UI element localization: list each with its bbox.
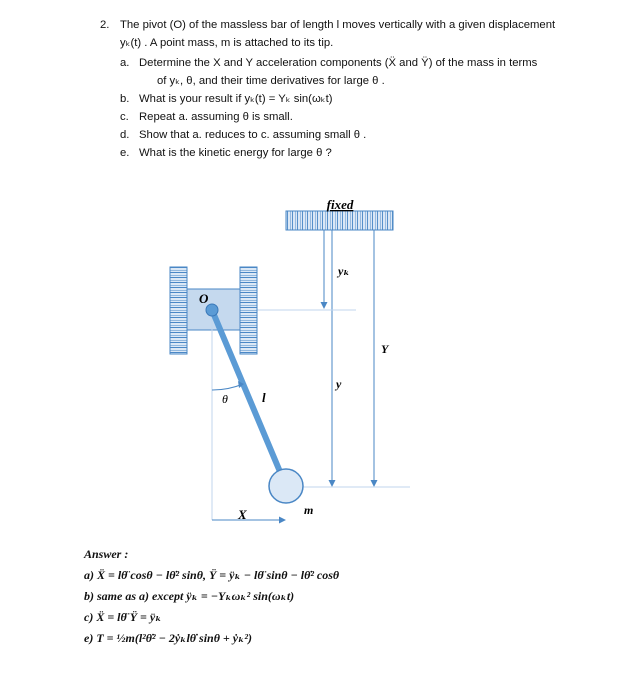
Y-label: Y: [381, 342, 389, 356]
answer-line-e: e) T = ½m(l²θ̇² − 2ẏₖlθ̇ sinθ + ẏₖ²): [84, 631, 252, 645]
answer-line-a: a) Ẍ = lθ̈ cosθ − lθ̇² sinθ, Ÿ = ÿₖ − lθ̈ sinθ − lθ̇² cosθ: [84, 568, 340, 582]
part-a-line-1: Determine the X and Y acceleration components (Ẍ and Ÿ) of the mass in terms: [139, 57, 538, 69]
yb-arrowhead: [321, 302, 328, 309]
Y-arrowhead: [371, 480, 378, 487]
X-label: X: [238, 507, 247, 522]
answer-line-b: b) same as a) except ÿₖ = −Yₖωₖ² sin(ωₖt): [84, 589, 295, 603]
point-mass: [269, 469, 303, 503]
right-guide-rail: [240, 267, 257, 354]
stem-line-1: The pivot (O) of the massless bar of length l moves vertically with a given displacement: [120, 19, 556, 31]
y-arrowhead: [329, 480, 336, 487]
stem-line-2: yₖ(t) . A point mass, m is attached to its tip.: [120, 37, 334, 49]
answer-block: [84, 544, 584, 649]
y-label: y: [336, 377, 342, 391]
part-e-label: e.: [120, 147, 130, 159]
X-arrowhead: [279, 517, 286, 524]
part-d-line-1: Show that a. reduces to c. assuming small θ .: [139, 129, 367, 141]
part-d-label: d.: [120, 129, 130, 141]
fixed-label: fixed: [326, 197, 354, 212]
part-c-label: c.: [120, 111, 129, 123]
part-b-label: b.: [120, 93, 130, 105]
O-label: O: [199, 291, 209, 306]
l-label: l: [262, 390, 266, 405]
part-b-line-1: What is your result if yₖ(t) = Yₖ sin(ωₖt): [139, 93, 333, 105]
part-c-line-1: Repeat a. assuming θ is small.: [139, 111, 293, 123]
part-a-line-2: of yₖ, θ, and their time derivatives for large θ .: [157, 75, 385, 87]
pivot-point: [206, 304, 218, 316]
left-guide-rail: [170, 267, 187, 354]
yb-label: yₖ: [338, 264, 350, 278]
fixed-support: [286, 211, 393, 230]
answer-title: Answer :: [84, 547, 129, 561]
problem-number: 2.: [100, 19, 110, 31]
m-label: m: [304, 503, 314, 517]
part-e-line-1: What is the kinetic energy for large θ ?: [139, 147, 332, 159]
theta-arc: [212, 384, 243, 390]
theta-label: θ: [222, 392, 228, 406]
part-a-label: a.: [120, 57, 130, 69]
answer-line-c: c) Ẍ = lθ̈ Ÿ = ÿₖ: [84, 610, 162, 624]
